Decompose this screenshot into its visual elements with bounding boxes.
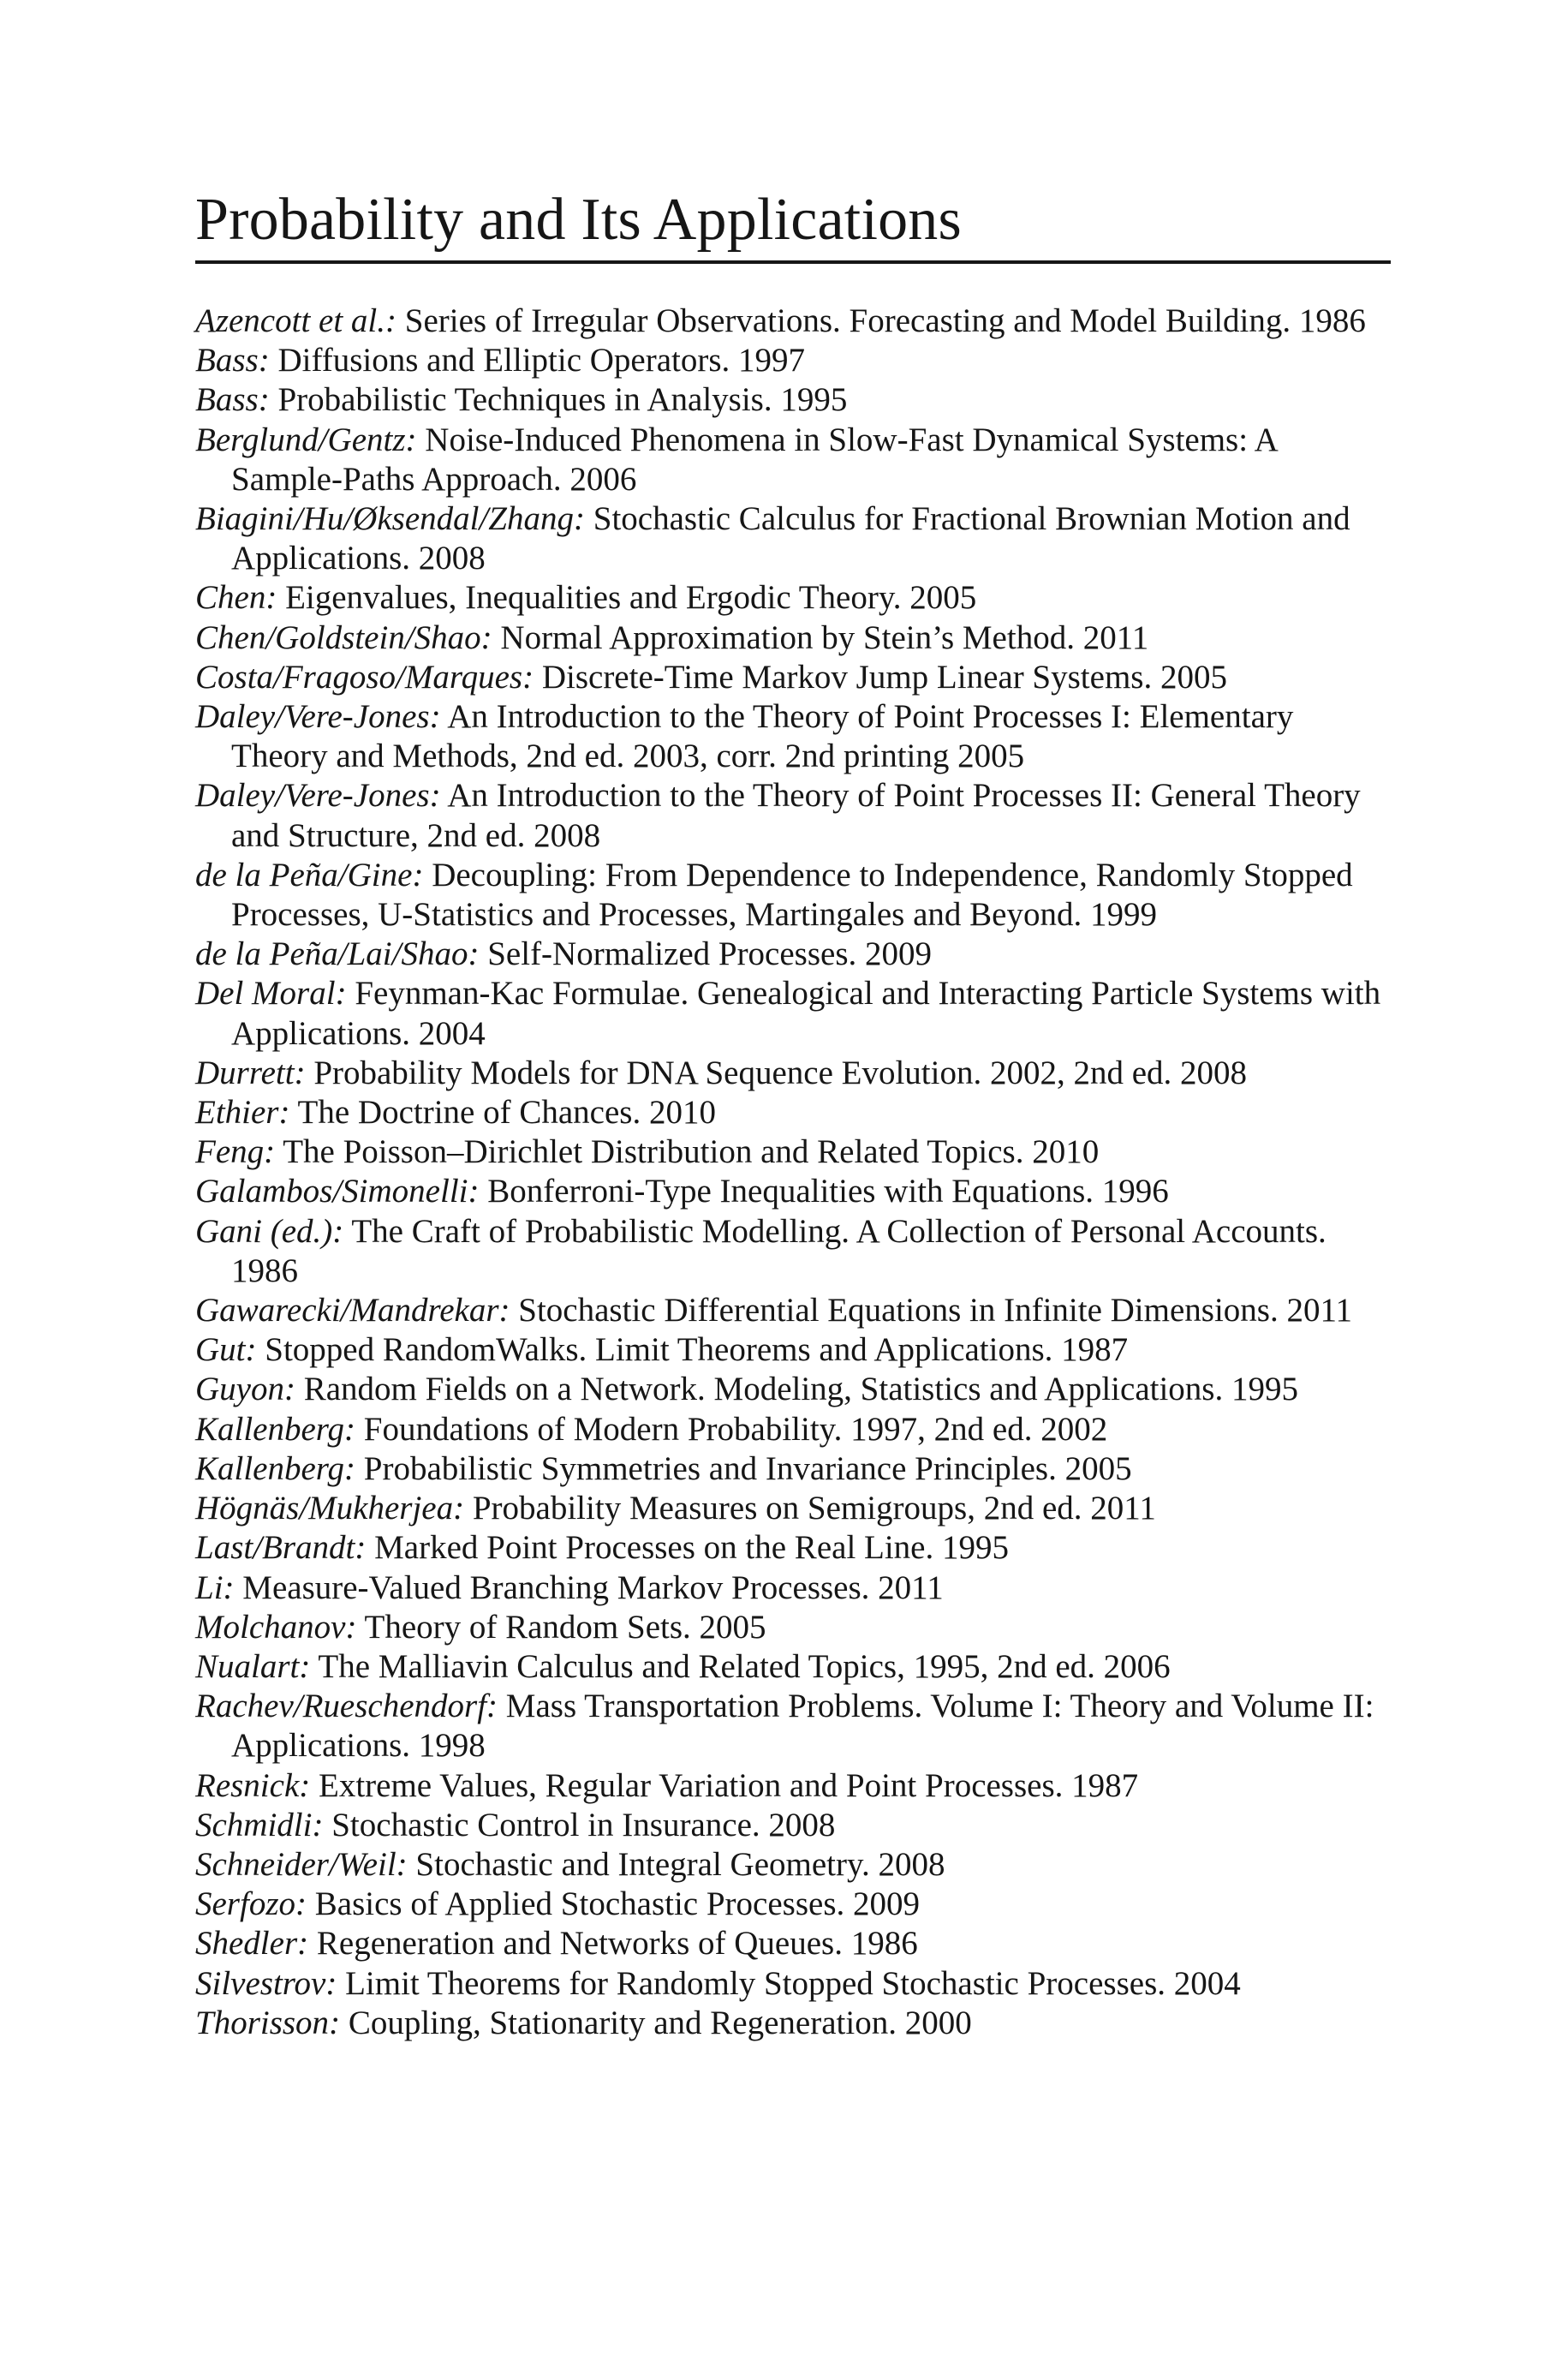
entry-title: Stochastic and Integral Geometry. 2008 xyxy=(415,1845,945,1883)
entry-author: Nualart xyxy=(195,1647,300,1685)
entry-author: Last/Brandt xyxy=(195,1529,355,1567)
entry-author: Shedler xyxy=(195,1925,298,1963)
list-item: Kallenberg: Foundations of Modern Probability. 1997, 2nd ed. 2002 xyxy=(195,1410,1108,1448)
entry-author: Högnäs/Mukherjea xyxy=(195,1490,454,1527)
entry-author: Bass xyxy=(195,342,259,379)
entry-title: Stochastic Differential Equations in Infinite Dimensions. 2011 xyxy=(518,1292,1353,1329)
entry-title: Diffusions and Elliptic Operators. 1997 xyxy=(277,342,806,379)
list-item: Daley/Vere-Jones: An Introduction to the Theory of Point Processes I: Elementary Theory and Methods, 2nd ed. 2003, corr. 2nd printing 2005 xyxy=(195,698,1294,775)
entry-title: An Introduction to the Theory of Point Processes I: Elementary Theory and Methods, 2nd ed. 2003, corr. 2nd printing 2005 xyxy=(231,698,1294,775)
list-item: Thorisson: Coupling, Stationarity and Regeneration. 2000 xyxy=(195,2004,972,2041)
list-item: Daley/Vere-Jones: An Introduction to the Theory of Point Processes II: General Theory and Structure, 2nd ed. 2008 xyxy=(195,777,1361,854)
entry-title: Limit Theorems for Randomly Stopped Stochastic Processes. 2004 xyxy=(345,1964,1241,2002)
entry-title: Probabilistic Symmetries and Invariance Principles. 2005 xyxy=(363,1449,1132,1487)
entry-title: Probability Models for DNA Sequence Evolution. 2002, 2nd ed. 2008 xyxy=(313,1054,1248,1091)
entry-author: Guyon xyxy=(195,1371,284,1408)
entry-author: Durrett xyxy=(195,1054,295,1091)
entry-author: Ethier xyxy=(195,1094,279,1132)
entry-author: Gut xyxy=(195,1331,246,1369)
entry-author: Kallenberg xyxy=(195,1410,345,1448)
list-item: Li: Measure-Valued Branching Markov Processes. 2011 xyxy=(195,1568,944,1606)
list-item: de la Peña/Lai/Shao: Self-Normalized Processes. 2009 xyxy=(195,935,933,973)
entry-title: The Poisson–Dirichlet Distribution and Related Topics. 2010 xyxy=(283,1133,1100,1171)
list-item: Gut: Stopped RandomWalks. Limit Theorems and Applications. 1987 xyxy=(195,1331,1129,1369)
entry-title: Probability Measures on Semigroups, 2nd ed. 2011 xyxy=(472,1490,1156,1527)
entry-title: Probabilistic Techniques in Analysis. 1995 xyxy=(277,381,848,419)
entry-title: Stochastic Calculus for Fractional Brownian Motion and Applications. 2008 xyxy=(231,500,1350,577)
list-item: Galambos/Simonelli: Bonferroni-Type Inequalities with Equations. 1996 xyxy=(195,1173,1169,1210)
list-item: Costa/Fragoso/Marques: Discrete-Time Markov Jump Linear Systems. 2005 xyxy=(195,658,1227,696)
list-item: Molchanov: Theory of Random Sets. 2005 xyxy=(195,1608,766,1646)
entry-author: Serfozo xyxy=(195,1885,295,1923)
entry-author: Gawarecki/Mandrekar xyxy=(195,1292,499,1329)
entry-author: Gani (ed.) xyxy=(195,1212,333,1250)
entry-author: Schneider/Weil xyxy=(195,1845,396,1883)
entry-title: Foundations of Modern Probability. 1997, 2nd ed. 2002 xyxy=(363,1410,1108,1448)
entry-title: Extreme Values, Regular Variation and Point Processes. 1987 xyxy=(319,1766,1139,1804)
list-item: Bass: Probabilistic Techniques in Analysis. 1995 xyxy=(195,381,848,419)
entry-title: Mass Transportation Problems. Volume I: Theory and Volume II: Applications. 1998 xyxy=(231,1688,1374,1765)
entry-author: Kallenberg xyxy=(195,1449,345,1487)
list-item: Rachev/Rueschendorf: Mass Transportation Problems. Volume I: Theory and Volume II: Applications. 1998 xyxy=(195,1688,1374,1765)
entry-author: Bass xyxy=(195,381,259,419)
list-item: Chen: Eigenvalues, Inequalities and Ergodic Theory. 2005 xyxy=(195,579,977,617)
book-list xyxy=(195,302,1391,2043)
list-item: Schneider/Weil: Stochastic and Integral Geometry. 2008 xyxy=(195,1845,945,1883)
series-page xyxy=(195,187,1391,2041)
entry-title: Eigenvalues, Inequalities and Ergodic Theory. 2005 xyxy=(285,579,977,617)
entry-author: Galambos/Simonelli xyxy=(195,1173,468,1210)
entry-author: Del Moral xyxy=(195,975,336,1013)
entry-author: Costa/Fragoso/Marques xyxy=(195,658,523,696)
list-item: Silvestrov: Limit Theorems for Randomly Stopped Stochastic Processes. 2004 xyxy=(195,1964,1241,2002)
list-item: Azencott et al.: Series of Irregular Observations. Forecasting and Model Building. 1986 xyxy=(195,302,1366,339)
entry-title: Discrete-Time Markov Jump Linear Systems. 2005 xyxy=(541,658,1227,696)
entry-author: Daley/Vere-Jones xyxy=(195,777,430,815)
entry-title: Coupling, Stationarity and Regeneration. 2000 xyxy=(348,2004,972,2041)
entry-title: Regeneration and Networks of Queues. 1986 xyxy=(316,1925,918,1963)
entry-title: Normal Approximation by Stein’s Method. 2011 xyxy=(500,618,1149,656)
entry-title: Theory of Random Sets. 2005 xyxy=(364,1608,766,1646)
list-item: Gani (ed.): The Craft of Probabilistic Modelling. A Collection of Personal Accounts. 1986 xyxy=(195,1212,1327,1289)
list-item: Serfozo: Basics of Applied Stochastic Processes. 2009 xyxy=(195,1885,920,1923)
entry-title: Basics of Applied Stochastic Processes. 2009 xyxy=(314,1885,920,1923)
list-item: Shedler: Regeneration and Networks of Queues. 1986 xyxy=(195,1925,918,1963)
entry-author: Chen xyxy=(195,579,266,617)
entry-title: Noise-Induced Phenomena in Slow-Fast Dynamical Systems: A Sample-Paths Approach. 2006 xyxy=(231,421,1277,498)
entry-author: Azencott et al. xyxy=(195,302,386,339)
list-item: Feng: The Poisson–Dirichlet Distribution and Related Topics. 2010 xyxy=(195,1133,1100,1171)
entry-author: Feng xyxy=(195,1133,265,1171)
entry-title: Feynman-Kac Formulae. Genealogical and Interacting Particle Systems with Applications. 2004 xyxy=(231,975,1381,1052)
list-item: Berglund/Gentz: Noise-Induced Phenomena in Slow-Fast Dynamical Systems: A Sample-Paths Approach. 2006 xyxy=(195,421,1277,498)
list-item: Schmidli: Stochastic Control in Insurance. 2008 xyxy=(195,1806,836,1843)
entry-title: The Doctrine of Chances. 2010 xyxy=(297,1094,716,1132)
entry-author: Li xyxy=(195,1568,224,1606)
entry-author: Berglund/Gentz xyxy=(195,421,406,458)
list-item: Kallenberg: Probabilistic Symmetries and Invariance Principles. 2005 xyxy=(195,1449,1132,1487)
entry-author: Chen/Goldstein/Shao xyxy=(195,618,481,656)
entry-title: Decoupling: From Dependence to Independence, Randomly Stopped Processes, U-Statistics and Processes, Martingales and Beyond. 1999 xyxy=(231,856,1353,934)
list-item: Gawarecki/Mandrekar: Stochastic Differential Equations in Infinite Dimensions. 2011 xyxy=(195,1292,1353,1329)
page-title: Probability and Its Applications xyxy=(195,187,962,253)
entry-title: Stochastic Control in Insurance. 2008 xyxy=(331,1806,836,1843)
list-item: Guyon: Random Fields on a Network. Modeling, Statistics and Applications. 1995 xyxy=(195,1371,1298,1408)
list-item: Last/Brandt: Marked Point Processes on the Real Line. 1995 xyxy=(195,1529,1009,1567)
list-item: Resnick: Extreme Values, Regular Variation and Point Processes. 1987 xyxy=(195,1766,1139,1804)
entry-title: The Craft of Probabilistic Modelling. A Collection of Personal Accounts. 1986 xyxy=(231,1212,1327,1289)
entry-title: Bonferroni-Type Inequalities with Equations. 1996 xyxy=(487,1173,1169,1210)
entry-title: Stopped RandomWalks. Limit Theorems and Applications. 1987 xyxy=(265,1331,1129,1369)
entry-title: Random Fields on a Network. Modeling, Statistics and Applications. 1995 xyxy=(303,1371,1298,1408)
list-item: Del Moral: Feynman-Kac Formulae. Genealogical and Interacting Particle Systems with Applications. 2004 xyxy=(195,975,1381,1052)
entry-author: de la Peña/Lai/Shao xyxy=(195,935,468,973)
entry-author: de la Peña/Gine xyxy=(195,856,413,893)
list-item: Biagini/Hu/Øksendal/Zhang: Stochastic Calculus for Fractional Brownian Motion and Applications. 2008 xyxy=(195,500,1350,577)
entry-author: Resnick xyxy=(195,1766,300,1804)
entry-author: Schmidli xyxy=(195,1806,313,1843)
entry-author: Rachev/Rueschendorf xyxy=(195,1688,487,1725)
entry-title: Measure-Valued Branching Markov Processes. 2011 xyxy=(242,1568,944,1606)
entry-title: Series of Irregular Observations. Forecasting and Model Building. 1986 xyxy=(404,302,1366,339)
list-item: Högnäs/Mukherjea: Probability Measures on Semigroups, 2nd ed. 2011 xyxy=(195,1490,1156,1527)
entry-title: Marked Point Processes on the Real Line. 1995 xyxy=(374,1529,1009,1567)
entry-author: Biagini/Hu/Øksendal/Zhang xyxy=(195,500,574,538)
entry-author: Thorisson xyxy=(195,2004,330,2041)
entry-author: Daley/Vere-Jones xyxy=(195,698,430,736)
entry-author: Silvestrov xyxy=(195,1964,326,2002)
list-item: Bass: Diffusions and Elliptic Operators. 1997 xyxy=(195,342,806,379)
entry-title: An Introduction to the Theory of Point Processes II: General Theory and Structure, 2nd ed. 2008 xyxy=(231,777,1361,854)
list-item: Nualart: The Malliavin Calculus and Related Topics, 1995, 2nd ed. 2006 xyxy=(195,1647,1171,1685)
entry-title: The Malliavin Calculus and Related Topics, 1995, 2nd ed. 2006 xyxy=(318,1647,1171,1685)
list-item: Chen/Goldstein/Shao: Normal Approximation by Stein’s Method. 2011 xyxy=(195,618,1149,656)
list-item: de la Peña/Gine: Decoupling: From Dependence to Independence, Randomly Stopped Processes, U-Statistics and Processes, Martingales and Beyond. 1999 xyxy=(195,856,1353,934)
list-item: Durrett: Probability Models for DNA Sequence Evolution. 2002, 2nd ed. 2008 xyxy=(195,1054,1248,1091)
title-rule xyxy=(195,260,1391,264)
entry-author: Molchanov xyxy=(195,1608,346,1646)
entry-title: Self-Normalized Processes. 2009 xyxy=(487,935,933,973)
list-item: Ethier: The Doctrine of Chances. 2010 xyxy=(195,1094,716,1132)
